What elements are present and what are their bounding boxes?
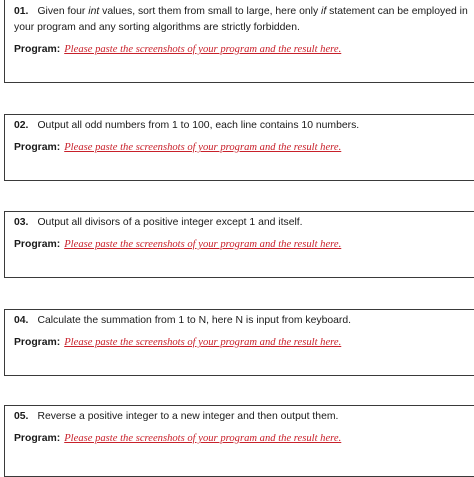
question-text-part: statement can be employed in	[326, 6, 468, 17]
question-text-continuation: your program and any sorting algorithms are strictly forbidden.	[14, 22, 300, 33]
program-line	[14, 238, 341, 252]
program-label: Program:	[14, 142, 61, 153]
question-box-05	[4, 405, 474, 477]
question-text-part: values, sort them from small to large, here only	[99, 6, 322, 17]
program-label: Program:	[14, 337, 61, 348]
program-answer-field[interactable]: Please paste the screenshots of your program and the result here.	[64, 239, 342, 250]
question-text	[14, 313, 468, 329]
question-number: 05.	[14, 411, 29, 422]
question-text	[14, 118, 468, 134]
program-answer-field[interactable]: Please paste the screenshots of your program and the result here.	[64, 142, 342, 153]
question-text-part: Given four	[37, 6, 89, 17]
question-text	[14, 4, 468, 36]
question-number: 04.	[14, 315, 29, 326]
question-text-part: Output all divisors of a positive integer except 1 and itself.	[37, 217, 303, 228]
question-text-part: Reverse a positive integer to a new integer and then output them.	[37, 411, 339, 422]
program-answer-field[interactable]: Please paste the screenshots of your program and the result here.	[64, 44, 342, 55]
program-label: Program:	[14, 44, 61, 55]
program-label: Program:	[14, 239, 61, 250]
program-line	[14, 336, 341, 350]
program-answer-field[interactable]: Please paste the screenshots of your program and the result here.	[64, 433, 342, 444]
question-number: 01.	[14, 6, 29, 17]
question-number: 02.	[14, 120, 29, 131]
question-text-emphasis: if	[321, 6, 327, 17]
question-text-part: Calculate the summation from 1 to N, here N is input from keyboard.	[37, 315, 352, 326]
program-line	[14, 432, 341, 446]
program-line	[14, 43, 341, 57]
program-answer-field[interactable]: Please paste the screenshots of your program and the result here.	[64, 337, 342, 348]
question-box-02	[4, 114, 474, 181]
program-line	[14, 141, 341, 155]
question-box-04	[4, 309, 474, 376]
question-text-part: Output all odd numbers from 1 to 100, each line contains 10 numbers.	[37, 120, 360, 131]
question-box-01	[4, 0, 474, 83]
question-text	[14, 409, 468, 425]
question-text	[14, 215, 468, 231]
question-box-03	[4, 211, 474, 278]
program-label: Program:	[14, 433, 61, 444]
question-number: 03.	[14, 217, 29, 228]
question-text-emphasis: int	[88, 6, 100, 17]
